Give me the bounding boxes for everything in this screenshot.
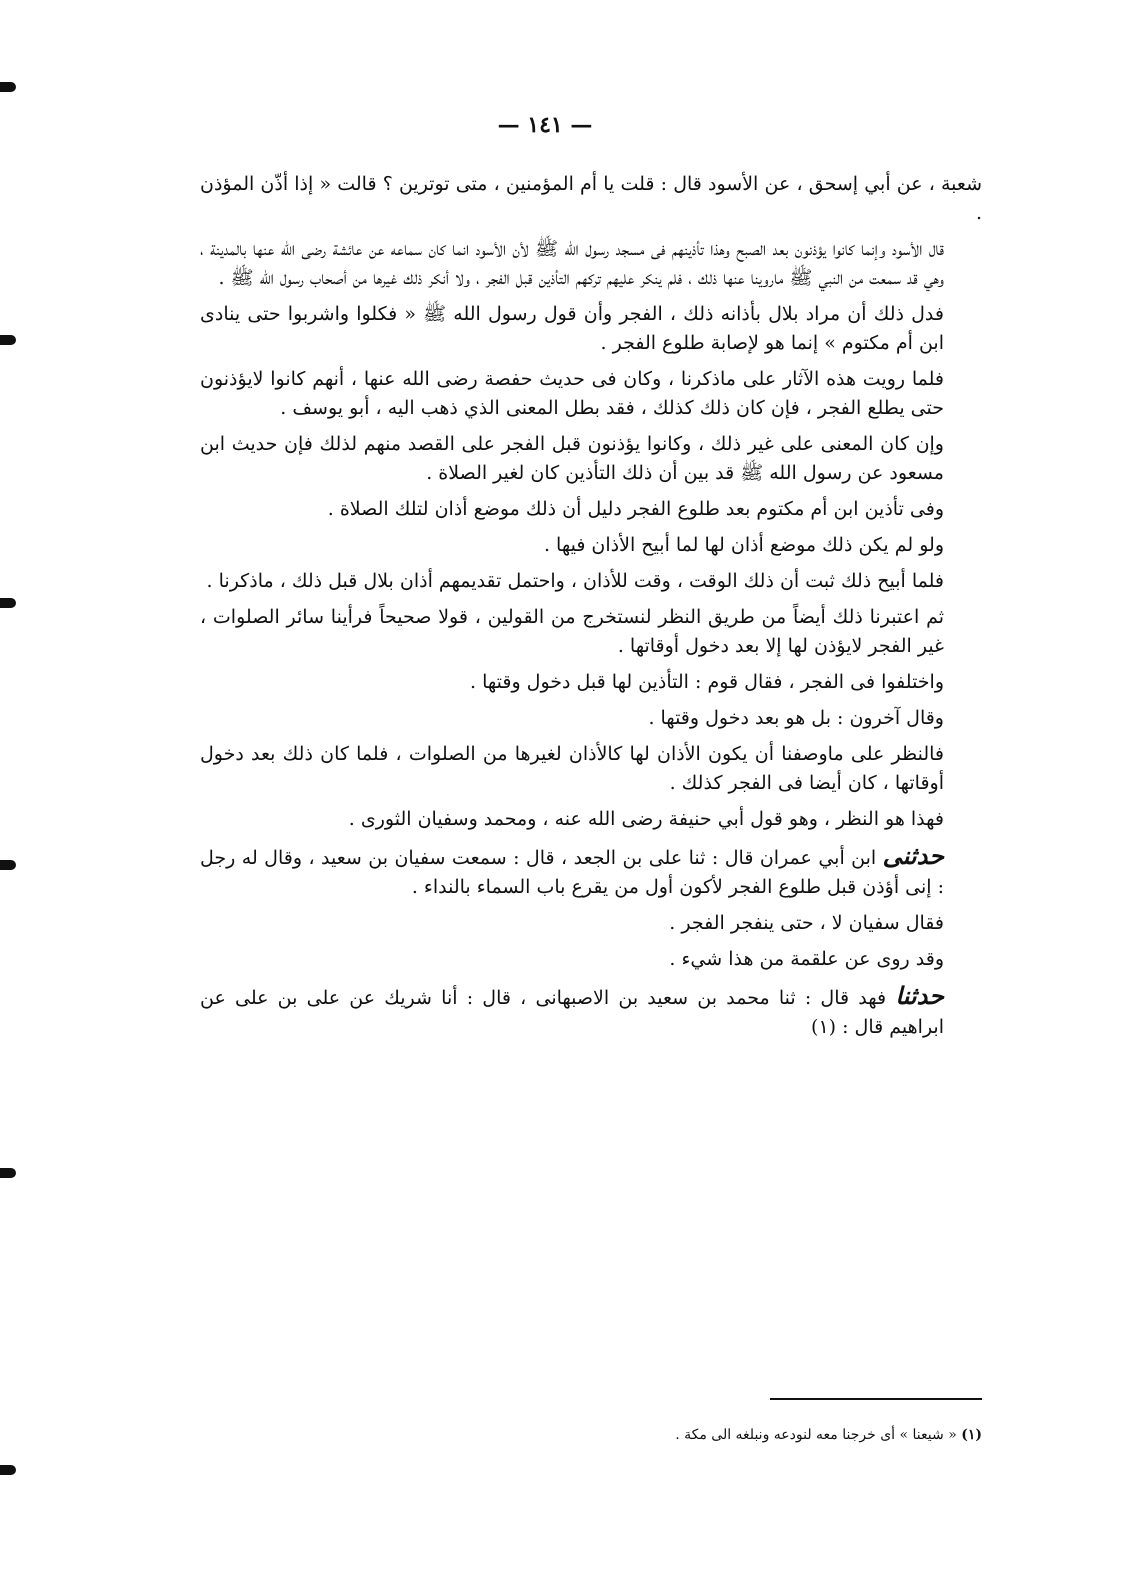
- lead-word: حدثنا: [895, 981, 944, 1010]
- paragraph: وقال آخرون : بل هو بعد دخول وقتها .: [648, 707, 944, 729]
- paragraph: واختلفوا فى الفجر ، فقال قوم : التأذين لها قبل دخول وقتها .: [470, 671, 944, 693]
- paragraph: شعبة ، عن أبي إسحق ، عن الأسود قال : قلت يا أم المؤمنين ، متى توترين ؟ قالت « إذا أذّن المؤذن .: [200, 173, 982, 224]
- paragraph: ولو لم يكن ذلك موضع أذان لها لما أبيح الأذان فيها .: [543, 534, 944, 556]
- scan-edge-mark: [0, 335, 16, 345]
- paragraph: فلما أبيح ذلك ثبت أن ذلك الوقت ، وقت للأذان ، واحتمل تقديمهم أذان بلال قبل ذلك ، ماذكرنا .: [206, 570, 944, 592]
- scan-edge-mark: [0, 598, 16, 608]
- paragraph: فالنظر على ماوصفنا أن يكون الأذان لها كالأذان لغيرها من الصلوات ، فلما كان ذلك بعد دخول أوقاتها ، كان أيضا فى الفجر كذلك .: [200, 743, 944, 794]
- hadith-paragraph: [200, 841, 982, 902]
- paragraph-text: فهد قال : ثنا محمد بن سعيد بن الاصبهانى ، قال : أنا شريك عن على بن على عن ابراهيم قال : (١): [200, 987, 944, 1038]
- page-number: — ١٤١ —: [497, 112, 593, 138]
- footnote-marker: (١): [961, 1427, 982, 1443]
- paragraph: وقد روى عن علقمة من هذا شيء .: [669, 948, 944, 970]
- paragraph: فلما رويت هذه الآثار على ماذكرنا ، وكان فى حديث حفصة رضى الله عنها ، أنهم كانوا لايؤذنون حتى يطلع الفجر ، فإن كان ذلك كذلك ، فقد بطل المعنى الذي ذهب اليه ، أبو يوسف .: [200, 368, 944, 419]
- paragraph: ثم اعتبرنا ذلك أيضاً من طريق النظر لنستخرج من القولين ، قولا صحيحاً فرأينا سائر الصلوات ، غير الفجر لايؤذن لها إلا بعد دخول أوقاتها .: [200, 606, 944, 657]
- scan-edge-mark: [0, 82, 16, 92]
- scan-edge-mark: [0, 860, 16, 870]
- paragraph: وفى تأذين ابن أم مكتوم بعد طلوع الفجر دليل أن ذلك موضع أذان لتلك الصلاة .: [327, 498, 944, 520]
- lead-word: حدثنى: [882, 841, 944, 870]
- paragraph: قال الأسود وإنما كانوا يؤذنون بعد الصبح وهذا تأذينهم فى مسجد رسول الله ﷺ لأن الأسود انما كان سماعه عن عائشة رضى الله عنها بالمدينة ، وهي قد سمعت من النبي ﷺ ماروينا عنها ذلك ، فلم ينكر عليهم تركهم التأذين قبل الفجر ، ولا أنكر ذلك غيرها من أصحاب رسول الله ﷺ .: [200, 238, 944, 289]
- footnote-divider: [770, 1398, 982, 1400]
- paragraph: وإن كان المعنى على غير ذلك ، وكانوا يؤذنون قبل الفجر على القصد منهم لذلك فإن حديث ابن مسعود عن رسول الله ﷺ قد بين أن ذلك التأذين كان لغير الصلاة .: [200, 433, 944, 484]
- footnote-text: « شيعنا » أى خرجنا معه لنودعه ونبلغه الى مكة .: [675, 1427, 957, 1443]
- body-text: [200, 170, 982, 1049]
- scan-edge-mark: [0, 1465, 16, 1475]
- paragraph-text: ابن أبي عمران قال : ثنا على بن الجعد ، قال : سمعت سفيان بن سعيد ، وقال له رجل : إنى أؤذن قبل طلوع الفجر لأكون أول من يقرع باب السماء بالنداء .: [200, 847, 944, 898]
- scan-edge-mark: [0, 1168, 16, 1178]
- footnote: [420, 1424, 982, 1446]
- paragraph: فقال سفيان لا ، حتى ينفجر الفجر .: [669, 912, 944, 934]
- paragraph: فدل ذلك أن مراد بلال بأذانه ذلك ، الفجر وأن قول رسول الله ﷺ « فكلوا واشربوا حتى ينادى ابن أم مكتوم » إنما هو لإصابة طلوع الفجر .: [200, 303, 944, 354]
- hadith-paragraph: [200, 981, 982, 1042]
- paragraph: فهذا هو النظر ، وهو قول أبي حنيفة رضى الله عنه ، ومحمد وسفيان الثورى .: [348, 808, 944, 830]
